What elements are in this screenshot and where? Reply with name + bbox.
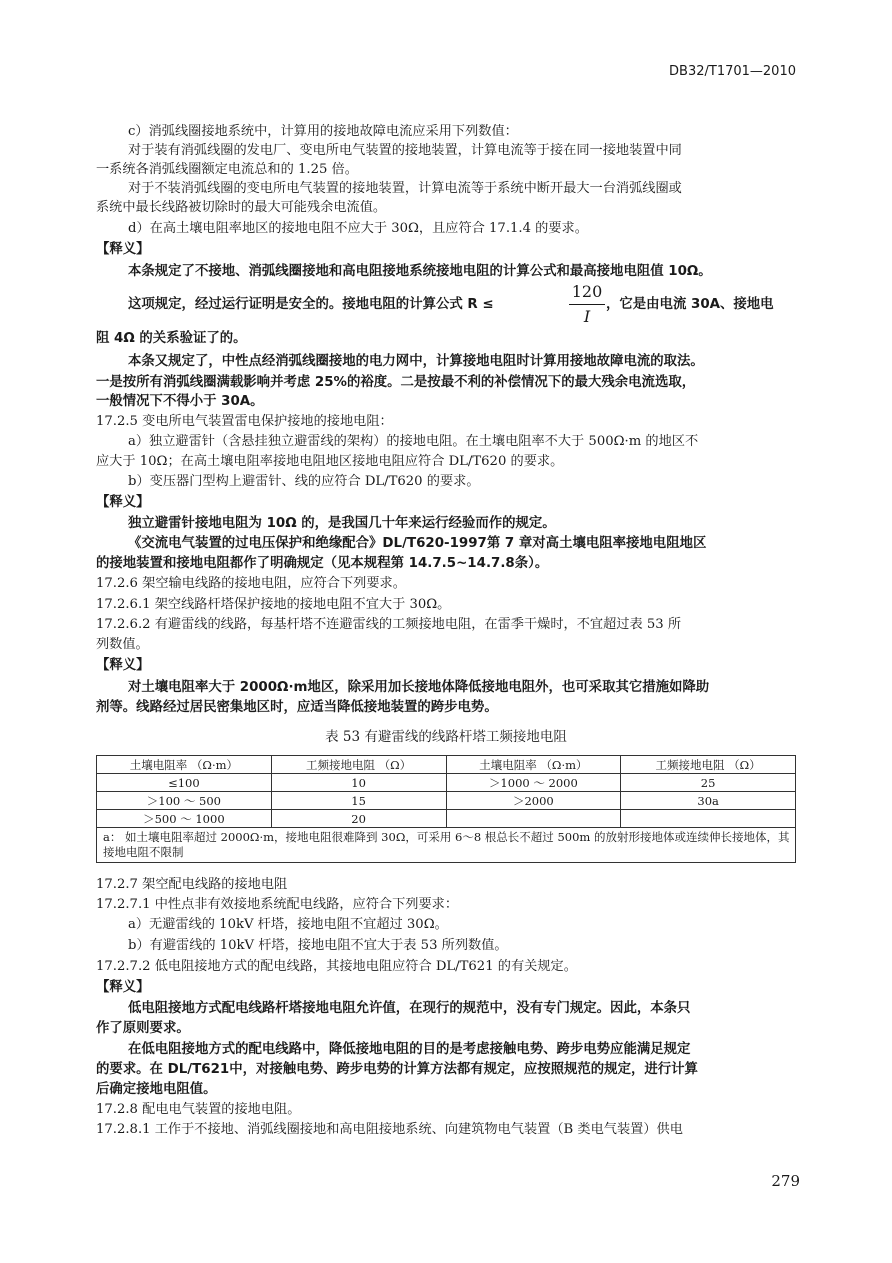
table-header-cell: 土壤电阻率 （Ω·m） [446,756,621,774]
table-cell [621,810,796,828]
interpretation-line: 一般情况下不得小于 30A。 [96,394,264,409]
interpretation-line: 后确定接地电阻值。 [96,1082,217,1097]
interpretation-heading: 【释义】 [96,980,150,995]
section-17-2-7-1: 17.2.7.1 中性点非有效接地系统配电线路，应符合下列要求： [96,897,459,912]
interpretation-line: 作了原则要求。 [96,1021,190,1036]
table-row [97,792,796,810]
table-cell: 20 [271,810,446,828]
interpretation-line: 本条规定了不接地、消弧线圈接地和高电阻接地系统接地电阻的计算公式和最高接地电阻值 10Ω。 [128,264,712,279]
interpretation-line: 这项规定，经过运行证明是安全的。接地电阻的计算公式 R ≤ [128,297,494,312]
fraction-bar [569,304,605,305]
table-cell: ＞500 ～ 1000 [97,810,272,828]
table-cell: ≤100 [97,774,272,792]
interpretation-heading: 【释义】 [96,242,150,257]
body-line: 系统中最长线路被切除时的最大可能残余电流值。 [96,200,387,215]
interpretation-line: 阻 4Ω 的关系验证了的。 [96,331,247,346]
table-header-cell: 工频接地电阻 （Ω） [621,756,796,774]
section-17-2-8-1: 17.2.8.1 工作于不接地、消弧线圈接地和高电阻接地系统、向建筑物电气装置（B 类电气装置）供电 [96,1122,683,1137]
clause-d-line: d）在高土壤电阻率地区的接地电阻不应大于 30Ω，且应符合 17.1.4 的要求。 [128,221,588,236]
section-17-2-6-2: 17.2.6.2 有避雷线的线路，每基杆塔不连避雷线的工频接地电阻，在雷季干燥时，不宜超过表 53 所 [96,617,682,632]
interpretation-line: 本条又规定了，中性点经消弧线圈接地的电力网中，计算接地电阻时计算用接地故障电流的取法。 [128,354,704,369]
interpretation-line: 的要求。在 DL/T621中，对接触电势、跨步电势的计算方法都有规定，应按照规范的规定，进行计算 [96,1062,698,1077]
interpretation-heading: 【释义】 [96,495,150,510]
interpretation-line: 一是按所有消弧线圈满载影响并考虑 25%的裕度。二是按最不利的补偿情况下的最大残余电流选取， [96,375,696,390]
body-line: 对于装有消弧线圈的发电厂、变电所电气装置的接地装置，计算电流等于接在同一接地装置中同 [128,143,682,158]
section-17-2-7: 17.2.7 架空配电线路的接地电阻 [96,877,288,892]
table-header-cell: 土壤电阻率 （Ω·m） [97,756,272,774]
table-cell: ＞2000 [446,792,621,810]
section-17-2-7-2: 17.2.7.2 低电阻接地方式的配电线路，其接地电阻应符合 DL/T621 的有关规定。 [96,959,577,974]
standard-code: DB32/T1701—2010 [669,64,796,79]
table-note-row [97,828,796,863]
section-17-2-6: 17.2.6 架空输电线路的接地电阻，应符合下列要求。 [96,576,406,591]
table-cell: ＞100 ～ 500 [97,792,272,810]
clause-a-line: a）独立避雷针（含悬挂独立避雷线的架构）的接地电阻。在土壤电阻率不大于 500Ω·m 的地区不 [128,434,699,449]
formula-denominator: I [583,307,591,326]
table-header-row [97,756,796,774]
table-row [97,774,796,792]
table-row [97,810,796,828]
body-line: 列数值。 [96,637,149,652]
interpretation-line: 的接地装置和接地电阻都作了明确规定（见本规程第 14.7.5~14.7.8条）。 [96,556,549,571]
interpretation-line: 在低电阻接地方式的配电线路中，降低接地电阻的目的是考虑接触电势、跨步电势应能满足规定 [128,1042,691,1057]
section-17-2-6-1: 17.2.6.1 架空线路杆塔保护接地的接地电阻不宜大于 30Ω。 [96,597,451,612]
formula-numerator: 120 [571,282,603,301]
table-cell: 10 [271,774,446,792]
clause-a-line: a）无避雷线的 10kV 杆塔，接地电阻不宜超过 30Ω。 [128,917,448,932]
clause-c-line: c）消弧线圈接地系统中，计算用的接地故障电流应采用下列数值： [128,124,518,139]
interpretation-line: ，它是由电流 30A、接地电 [606,297,774,312]
body-line: 对于不装消弧线圈的变电所电气装置的接地装置，计算电流等于系统中断开最大一台消弧线圈或 [128,181,682,196]
table-cell [446,810,621,828]
section-17-2-8: 17.2.8 配电电气装置的接地电阻。 [96,1102,301,1117]
table-header-cell: 工频接地电阻 （Ω） [271,756,446,774]
interpretation-heading: 【释义】 [96,658,150,673]
table-caption: 表 53 有避雷线的线路杆塔工频接地电阻 [325,729,567,745]
interpretation-line: 《交流电气装置的过电压保护和绝缘配合》DL/T620-1997第 7 章对高土壤电阻率接地电阻地区 [128,536,707,551]
grounding-resistance-table [96,755,796,863]
interpretation-line: 剂等。线路经过居民密集地区时，应适当降低接地装置的跨步电势。 [96,700,498,715]
body-line: 应大于 10Ω；在高土壤电阻率接地电阻地区接地电阻应符合 DL/T620 的要求。 [96,454,564,469]
table-cell: 30a [621,792,796,810]
interpretation-line: 独立避雷针接地电阻为 10Ω 的，是我国几十年来运行经验而作的规定。 [128,516,556,531]
clause-b-line: b）变压器门型构上避雷针、线的应符合 DL/T620 的要求。 [128,474,480,489]
table-cell: ＞1000 ～ 2000 [446,774,621,792]
clause-b-line: b）有避雷线的 10kV 杆塔，接地电阻不宜大于表 53 所列数值。 [128,938,508,953]
formula-fraction [569,283,605,326]
interpretation-line: 低电阻接地方式配电线路杆塔接地电阻允许值，在现行的规范中，没有专门规定。因此，本条只 [128,1001,691,1016]
body-line: 一系统各消弧线圈额定电流总和的 1.25 倍。 [96,162,358,177]
table-cell: 15 [271,792,446,810]
interpretation-line: 对土壤电阻率大于 2000Ω·m地区，除采用加长接地体降低接地电阻外，也可采取其它措施如降助 [128,680,710,695]
section-17-2-5: 17.2.5 变电所电气装置雷电保护接地的接地电阻： [96,414,393,429]
table-footnote: a： 如土壤电阻率超过 2000Ω·m，接地电阻很难降到 30Ω，可采用 6～8 根总长不超过 500m 的放射形接地体或连续伸长接地体，其接地电阻不限制 [97,828,796,863]
table-cell: 25 [621,774,796,792]
page-number: 279 [771,1172,800,1190]
